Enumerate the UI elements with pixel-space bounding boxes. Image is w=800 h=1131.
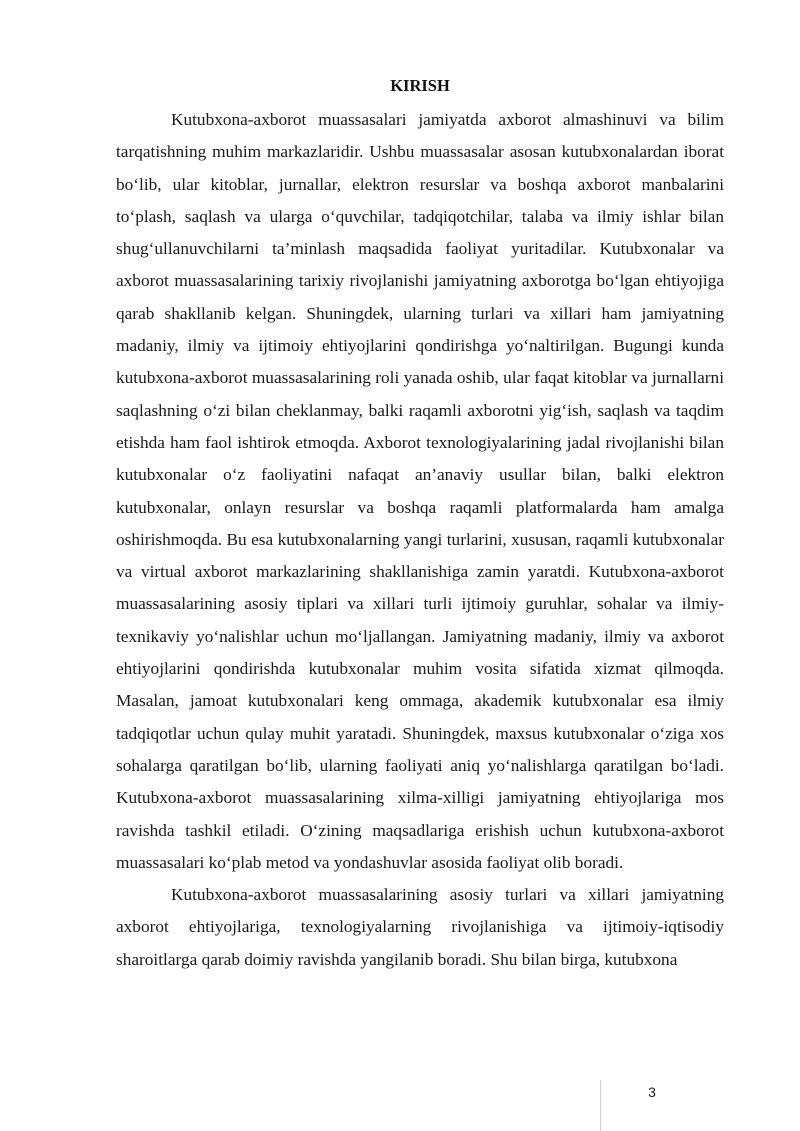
footer-divider — [600, 1080, 601, 1131]
paragraph-1: Kutubxona-axborot muassasalari jamiyatda axborot almashinuvi va bilim tarqatishning muhim markazlaridir. Ushbu muassasalar asosan kutubxonalardan iborat bo‘lib, ular kitoblar, jurnallar, elektron resurslar va boshqa axborot manbalarini to‘plash, saqlash va ularga o‘quvchilar, tadqiqotchilar, talaba va ilmiy ishlar bilan shug‘ullanuvchilarni ta’minlash maqsadida faoliyat yuritadilar. Kutubxonalar va axborot muassasalarining tarixiy rivojlanishi jamiyatning axborotga bo‘lgan ehtiyojiga qarab shakllanib kelgan. Shuningdek, ularning turlari va xillari ham jamiyatning madaniy, ilmiy va ijtimoiy ehtiyojlarini qondirishga yo‘naltirilgan. Bugungi kunda kutubxona-axborot muassasalarining roli yanada oshib, ular faqat kitoblar va jurnallarni saqlashning o‘zi bilan cheklanmay, balki raqamli axborotni yig‘ish, saqlash va taqdim etishda ham faol ishtirok etmoqda. Axborot texnologiyalarining jadal rivojlanishi bilan kutubxonalar o‘z faoliyatini nafaqat an’anaviy usullar bilan, balki elektron kutubxonalar, onlayn resurslar va boshqa raqamli platformalarda ham amalga oshirishmoqda. Bu esa kutubxonalarning yangi turlarini, xususan, raqamli kutubxonalar va virtual axborot markazlarining shakllanishiga zamin yaratdi. Kutubxona-axborot muassasalarining asosiy tiplari va xillari turli ijtimoiy guruhlar, sohalar va ilmiy-texnikaviy yo‘nalishlar uchun mo‘ljallangan. Jamiyatning madaniy, ilmiy va axborot ehtiyojlarini qondirishda kutubxonalar muhim vosita sifatida xizmat qilmoqda. Masalan, jamoat kutubxonalari keng ommaga, akademik kutubxonalar esa ilmiy tadqiqotlar uchun qulay muhit yaratadi. Shuningdek, maxsus kutubxonalar o‘ziga xos sohalarga qaratilgan bo‘lib, ularning faoliyati aniq yo‘nalishlarga qaratilgan bo‘ladi. Kutubxona-axborot muassasalarining xilma-xilligi jamiyatning ehtiyojlariga mos ravishda tashkil etiladi. O‘zining maqsadlariga erishish uchun kutubxona-axborot muassasalari ko‘plab metod va yondashuvlar asosida faoliyat olib boradi. — [116, 110, 724, 872]
section-heading: KIRISH — [390, 76, 450, 95]
page-number: 3 — [648, 1084, 656, 1100]
paragraph-2: Kutubxona-axborot muassasalarining asosiy turlari va xillari jamiyatning axborot ehtiyojlariga, texnologiyalarning rivojlanishiga va ijtimoiy-iqtisodiy sharoitlarga qarab doimiy ravishda yangilanib boradi. Shu bilan birga, kutubxona — [116, 885, 724, 969]
body-text — [116, 104, 724, 976]
